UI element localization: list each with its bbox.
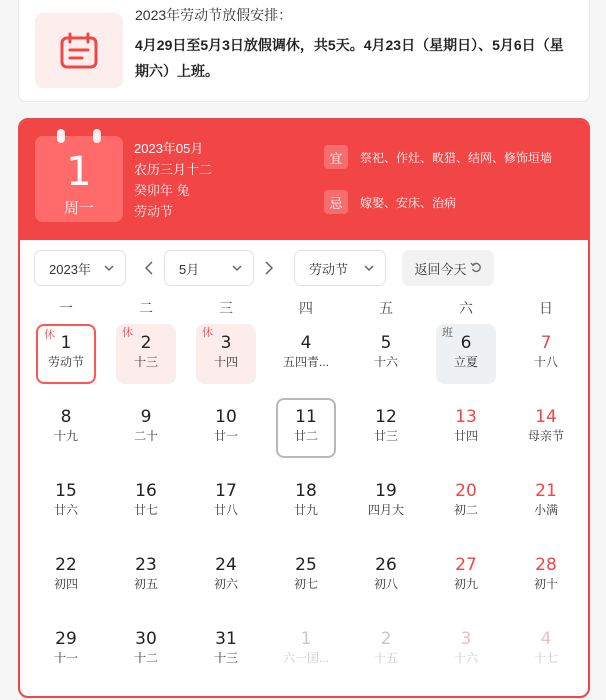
calendar-day[interactable]	[356, 472, 416, 532]
calendar-day-cell[interactable]	[26, 546, 106, 620]
day-subtext: 廿二	[293, 429, 318, 443]
calendar-day[interactable]	[116, 324, 176, 384]
weekday-label: 六	[459, 300, 473, 316]
calendar-day[interactable]	[116, 620, 176, 680]
day-subtext: 小满	[533, 503, 558, 517]
holiday-notice-card	[18, 0, 590, 102]
day-subtext: 十六	[373, 355, 398, 369]
calendar-day-cell[interactable]	[266, 324, 346, 398]
day-number: 7	[540, 333, 552, 353]
day-subtext: 十八	[533, 355, 558, 369]
day-number: 27	[455, 555, 477, 575]
calendar-day-cell[interactable]	[106, 620, 186, 694]
back-to-today-button[interactable]	[402, 250, 494, 286]
day-number: 31	[215, 629, 237, 649]
calendar-day[interactable]	[196, 398, 256, 458]
selected-day-box	[35, 136, 123, 222]
day-number: 4	[540, 629, 552, 649]
ring-decoration	[93, 129, 101, 143]
day-number: 19	[375, 481, 397, 501]
day-number: 24	[215, 555, 237, 575]
calendar-day[interactable]	[276, 324, 336, 384]
day-number: 22	[55, 555, 77, 575]
day-subtext: 四月大	[367, 503, 404, 517]
day-subtext: 十三	[133, 355, 158, 369]
rest-badge: 休	[44, 329, 55, 341]
day-number: 16	[135, 481, 157, 501]
weekday-label: 一	[59, 300, 73, 316]
calendar-widget	[18, 118, 590, 698]
day-subtext: 初五	[133, 577, 158, 591]
weekday-label: 三	[219, 300, 233, 316]
weekday-header	[26, 298, 586, 318]
selected-weekday: 周一	[63, 200, 94, 217]
almanac-ji	[324, 189, 552, 215]
festival-name: 劳动节	[134, 204, 174, 219]
day-number: 20	[455, 481, 477, 501]
calendar-day[interactable]	[356, 398, 416, 458]
calendar-day-cell[interactable]	[346, 472, 426, 546]
calendar-day-cell[interactable]	[266, 472, 346, 546]
rest-badge: 休	[202, 327, 213, 339]
notice-body: 4月29日至5月3日放假调休，共5天。4月23日（星期日）、5月6日（星期六）上班。	[135, 37, 564, 79]
calendar-day[interactable]	[516, 472, 576, 532]
calendar-day[interactable]	[436, 398, 496, 458]
calendar-day-cell[interactable]	[26, 620, 106, 694]
day-subtext: 初十	[533, 577, 558, 591]
calendar-day[interactable]	[196, 324, 256, 384]
calendar-day[interactable]	[276, 472, 336, 532]
day-subtext: 十五	[373, 651, 398, 665]
day-subtext: 十七	[533, 651, 558, 665]
calendar-day[interactable]	[36, 472, 96, 532]
calendar-day-cell[interactable]	[186, 472, 266, 546]
day-subtext: 十四	[213, 355, 238, 369]
calendar-day[interactable]	[36, 620, 96, 680]
calendar-day-cell[interactable]	[186, 620, 266, 694]
weekday-label: 四	[299, 300, 313, 316]
calendar-day[interactable]	[36, 546, 96, 606]
calendar-day[interactable]	[516, 546, 576, 606]
weekday-label: 二	[139, 300, 153, 316]
weekday-label: 日	[539, 300, 553, 316]
day-number: 21	[535, 481, 557, 501]
day-subtext: 廿九	[293, 503, 318, 517]
calendar-day-cell[interactable]	[346, 324, 426, 398]
day-subtext: 廿一	[213, 429, 238, 443]
calendar-day-cell[interactable]	[506, 324, 586, 398]
date-info	[134, 138, 212, 222]
calendar-day[interactable]	[516, 324, 576, 384]
calendar-day-cell[interactable]	[186, 324, 266, 398]
calendar-day-cell[interactable]	[506, 398, 586, 472]
year-month: 2023年05月	[134, 141, 204, 156]
day-subtext: 母亲节	[527, 429, 564, 443]
yi-text: 祭祀、作灶、畋猎、结网、修饰垣墙	[360, 150, 553, 165]
day-subtext: 十三	[213, 651, 238, 665]
calendar-day[interactable]	[356, 324, 416, 384]
day-number: 15	[55, 481, 77, 501]
calendar-day-cell[interactable]	[106, 472, 186, 546]
next-month-button[interactable]	[260, 258, 278, 278]
ji-tag: 忌	[324, 190, 348, 214]
calendar-day[interactable]	[116, 472, 176, 532]
notice-title: 2023年劳动节放假安排：	[135, 7, 293, 23]
almanac	[324, 144, 552, 234]
calendar-day-cell[interactable]	[426, 620, 506, 694]
day-subtext: 劳动节	[47, 355, 84, 369]
day-number: 1	[60, 333, 72, 353]
calendar-day[interactable]	[276, 398, 336, 458]
day-number: 3	[220, 333, 232, 353]
day-subtext: 六一国...	[282, 651, 329, 665]
day-subtext: 十二	[133, 651, 158, 665]
calendar-day-cell[interactable]	[106, 398, 186, 472]
day-subtext: 廿四	[453, 429, 478, 443]
calendar-day-cell[interactable]	[346, 620, 426, 694]
chevron-right-icon	[264, 261, 274, 275]
calendar-day-cell[interactable]	[426, 546, 506, 620]
calendar-day[interactable]	[356, 546, 416, 606]
month-select[interactable]	[164, 250, 254, 286]
calendar-day-cell[interactable]	[426, 398, 506, 472]
day-number: 29	[55, 629, 77, 649]
calendar-day-cell[interactable]	[26, 398, 106, 472]
calendar-day[interactable]	[436, 324, 496, 384]
calendar-day-cell[interactable]	[106, 324, 186, 398]
calendar-grid	[26, 324, 586, 694]
day-number: 18	[295, 481, 317, 501]
calendar-controls	[20, 250, 588, 288]
calendar-day[interactable]	[276, 546, 336, 606]
calendar-day[interactable]	[196, 620, 256, 680]
day-number: 26	[375, 555, 397, 575]
undo-icon	[470, 262, 482, 274]
day-subtext: 立夏	[453, 355, 478, 369]
calendar-day-cell[interactable]	[506, 472, 586, 546]
day-number: 10	[215, 407, 237, 427]
calendar-day-cell[interactable]	[426, 324, 506, 398]
calendar-day-cell[interactable]	[346, 398, 426, 472]
day-number: 1	[300, 629, 312, 649]
calendar-day-cell[interactable]	[506, 546, 586, 620]
day-number: 25	[295, 555, 317, 575]
day-subtext: 初九	[453, 577, 478, 591]
day-subtext: 二十	[133, 429, 158, 443]
day-subtext: 初六	[213, 577, 238, 591]
yi-tag: 宜	[324, 145, 348, 169]
day-subtext: 初八	[373, 577, 398, 591]
calendar-day-cell[interactable]	[506, 620, 586, 694]
chevron-down-icon	[363, 262, 375, 274]
back-to-today-label: 返回今天	[414, 261, 467, 277]
day-subtext: 五四青...	[282, 355, 329, 369]
calendar-day-cell[interactable]	[186, 398, 266, 472]
calendar-day[interactable]	[116, 546, 176, 606]
calendar-day-cell[interactable]	[266, 398, 346, 472]
holiday-select[interactable]	[294, 250, 386, 286]
day-subtext: 初四	[53, 577, 78, 591]
day-subtext: 廿八	[213, 503, 238, 517]
calendar-day-cell[interactable]	[26, 472, 106, 546]
month-select-value: 5月	[179, 261, 200, 277]
lunar-date: 农历三月十二	[134, 162, 213, 177]
ji-text: 嫁娶、安床、治病	[360, 195, 457, 210]
chevron-down-icon	[103, 262, 115, 274]
day-number: 2	[380, 629, 392, 649]
day-number: 4	[300, 333, 312, 353]
almanac-yi	[324, 144, 552, 170]
calendar-day[interactable]	[436, 472, 496, 532]
day-subtext: 十一	[53, 651, 78, 665]
day-subtext: 廿六	[53, 503, 78, 517]
calendar-day[interactable]	[196, 546, 256, 606]
day-number: 9	[140, 407, 152, 427]
calendar-day-cell[interactable]	[346, 546, 426, 620]
calendar-day-cell[interactable]	[186, 546, 266, 620]
day-subtext: 十九	[53, 429, 78, 443]
calendar-header	[20, 120, 588, 240]
calendar-day[interactable]	[36, 398, 96, 458]
calendar-day[interactable]	[516, 620, 576, 680]
day-number: 3	[460, 629, 472, 649]
day-subtext: 十六	[453, 651, 478, 665]
calendar-day[interactable]	[516, 398, 576, 458]
day-number: 5	[380, 333, 392, 353]
calendar-day[interactable]	[116, 398, 176, 458]
prev-month-button[interactable]	[140, 258, 158, 278]
calendar-day-cell[interactable]	[266, 620, 346, 694]
rest-badge: 休	[122, 327, 133, 339]
calendar-day[interactable]	[196, 472, 256, 532]
calendar-day[interactable]	[436, 546, 496, 606]
calendar-day-cell[interactable]	[26, 324, 106, 398]
ring-decoration	[57, 129, 65, 143]
weekday-label: 五	[379, 300, 393, 316]
day-number: 8	[60, 407, 72, 427]
day-number: 23	[135, 555, 157, 575]
calendar-day[interactable]	[356, 620, 416, 680]
calendar-icon	[35, 13, 123, 88]
day-subtext: 初七	[293, 577, 318, 591]
holiday-select-value: 劳动节	[309, 261, 349, 277]
chevron-down-icon	[231, 262, 243, 274]
workday-badge: 班	[442, 327, 453, 339]
year-select-value: 2023年	[49, 261, 91, 277]
calendar-day[interactable]	[276, 620, 336, 680]
day-number: 13	[455, 407, 477, 427]
selected-day-number: 1	[66, 149, 92, 195]
day-subtext: 廿三	[373, 429, 398, 443]
calendar-day-cell[interactable]	[106, 546, 186, 620]
day-number: 14	[535, 407, 557, 427]
day-number: 6	[460, 333, 472, 353]
chevron-left-icon	[144, 261, 154, 275]
day-number: 17	[215, 481, 237, 501]
calendar-day[interactable]	[436, 620, 496, 680]
day-number: 2	[140, 333, 152, 353]
year-select[interactable]	[34, 250, 126, 286]
calendar-day-cell[interactable]	[266, 546, 346, 620]
calendar-day[interactable]	[36, 324, 96, 384]
day-number: 12	[375, 407, 397, 427]
day-subtext: 初二	[453, 503, 478, 517]
day-subtext: 廿七	[133, 503, 158, 517]
day-number: 28	[535, 555, 557, 575]
calendar-day-cell[interactable]	[426, 472, 506, 546]
day-number: 30	[135, 629, 157, 649]
ganzhi-year: 癸卯年 兔	[134, 183, 190, 198]
day-number: 11	[295, 407, 317, 427]
